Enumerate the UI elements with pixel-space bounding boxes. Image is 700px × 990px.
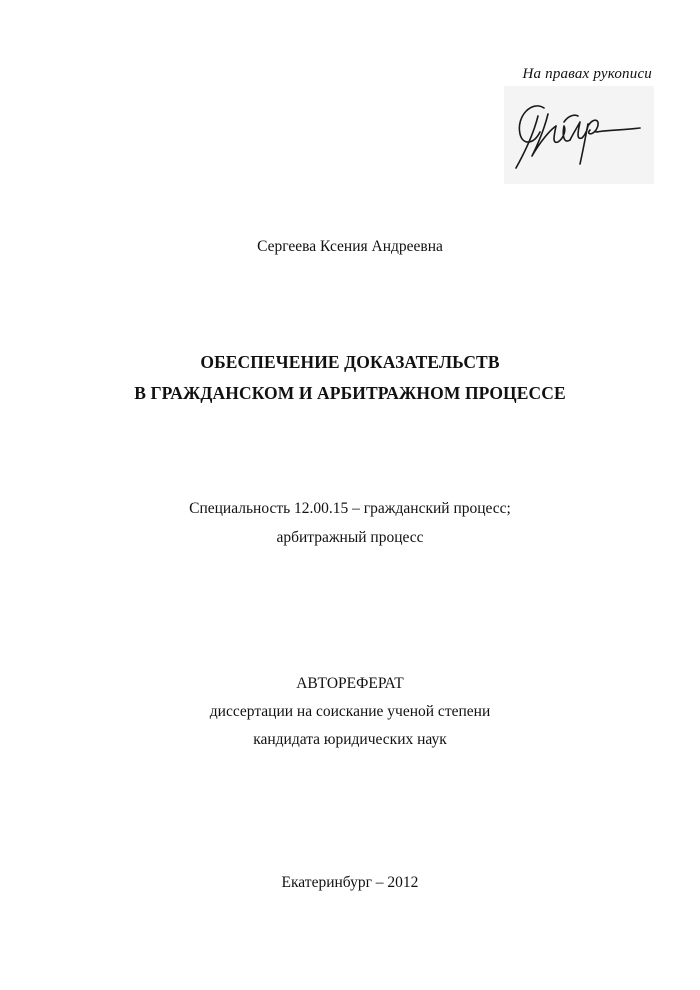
dissertation-title-line-1: ОБЕСПЕЧЕНИЕ ДОКАЗАТЕЛЬСТВ — [200, 352, 500, 372]
signature-icon — [504, 86, 654, 184]
specialty-line-2: арбитражный процесс — [276, 529, 424, 546]
specialty-line-1: Специальность 12.00.15 – гражданский процесс; — [189, 500, 511, 517]
rights-note: На правах рукописи — [522, 66, 652, 82]
place-and-year: Екатеринбург – 2012 — [281, 874, 419, 891]
dissertation-title-line-2: В ГРАЖДАНСКОМ И АРБИТРАЖНОМ ПРОЦЕССЕ — [134, 383, 566, 403]
degree-line-2: кандидата юридических наук — [253, 731, 447, 748]
document-type-label: АВТОРЕФЕРАТ — [296, 675, 404, 692]
author-name: Сергеева Ксения Андреевна — [257, 238, 443, 255]
degree-line-1: диссертации на соискание ученой степени — [209, 703, 491, 720]
signature-image — [504, 86, 654, 184]
